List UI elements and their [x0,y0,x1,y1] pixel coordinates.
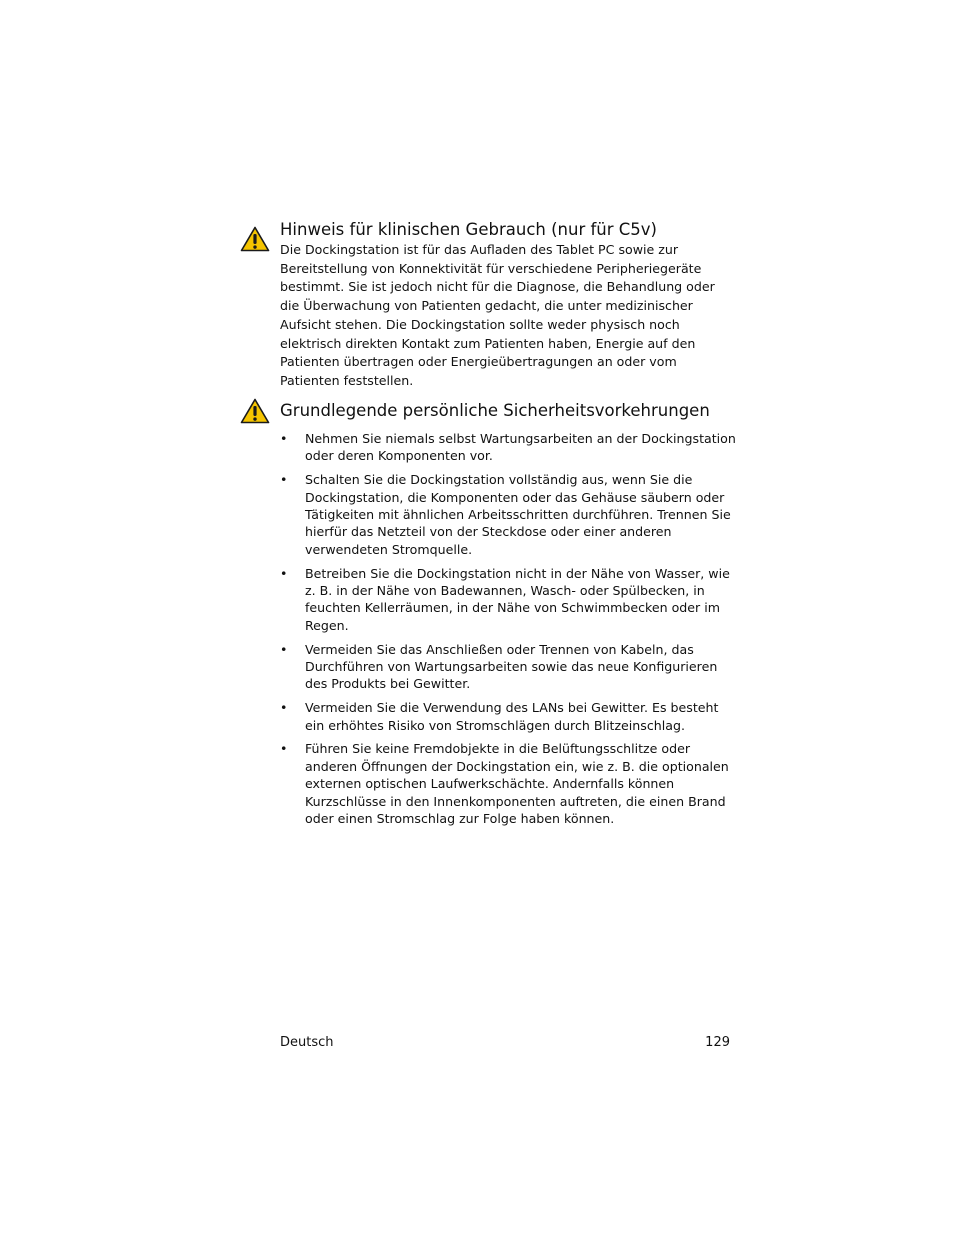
list-item-text: Vermeiden Sie das Anschließen oder Trennen von Kabeln, das Durchführen von Wartungsarbeiten sowie das neue Konfigurieren des Produkts bei Gewitter. [305,641,718,692]
bullet-icon: • [280,641,288,657]
list-item [280,430,740,465]
list-item-text: Schalten Sie die Dockingstation vollständig aus, wenn Sie die Dockingstation, die Komponenten oder das Gehäuse säubern oder Tätigkeiten mit ähnlichen Arbeitsschritten durchführen. Trennen Sie hierfür das Netzteil von der Steckdose oder einer anderen verwendeten Stromquelle. [305,472,731,557]
list-item [280,471,740,558]
page-number: 129 [705,1035,730,1050]
list-item-text: Nehmen Sie niemals selbst Wartungsarbeiten an der Dockingstation oder deren Komponenten vor. [305,431,736,464]
bullet-icon: • [280,700,288,716]
bullet-icon: • [280,472,288,488]
bullet-icon: • [280,565,288,581]
warning-icon [240,226,270,252]
footer-language: Deutsch [280,1035,334,1050]
list-item [280,641,740,693]
list-item-text: Führen Sie keine Fremdobjekte in die Belüftungsschlitze oder anderen Öffnungen der Dockingstation ein, wie z. B. die optionalen externen optischen Laufwerkschächte. Andernfalls können Kurzschlüsse in den Innenkomponenten auftreten, die einen Brand oder einen Stromschlag zur Folge haben können. [305,741,729,827]
bullet-icon: • [280,431,288,446]
bullet-icon: • [280,741,288,757]
list-item [280,565,740,635]
list-item-text: Betreiben Sie die Dockingstation nicht in der Nähe von Wasser, wie z. B. in der Nähe von Badewannen, Wasch- oder Spülbecken, in feuchten Kellerräumen, in der Nähe von Schwimmbecken oder im Regen. [305,565,730,633]
section-heading-clinical-use: Hinweis für klinischen Gebrauch (nur für C5v) [280,220,657,239]
list-item [280,740,740,827]
warning-icon [240,398,270,424]
list-item [280,699,740,734]
safety-bullet-list [280,430,740,834]
clinical-use-paragraph: Die Dockingstation ist für das Aufladen des Tablet PC sowie zur Bereitstellung von Konnektivität für verschiedene Peripheriegeräte bestimmt. Sie ist jedoch nicht für die Diagnose, die Behandlung oder die Überwachung von Patienten gedacht, die unter medizinischer Aufsicht stehen. Die Dockingstation sollte weder physisch noch elektrisch direkten Kontakt zum Patienten haben, Energie auf den Patienten übertragen oder Energieübertragungen an oder vom Patienten feststellen. [280,242,715,388]
section-heading-safety-precautions: Grundlegende persönliche Sicherheitsvorkehrungen [280,401,710,420]
list-item-text: Vermeiden Sie die Verwendung des LANs bei Gewitter. Es besteht ein erhöhtes Risiko von Stromschlägen durch Blitzeinschlag. [305,700,719,733]
